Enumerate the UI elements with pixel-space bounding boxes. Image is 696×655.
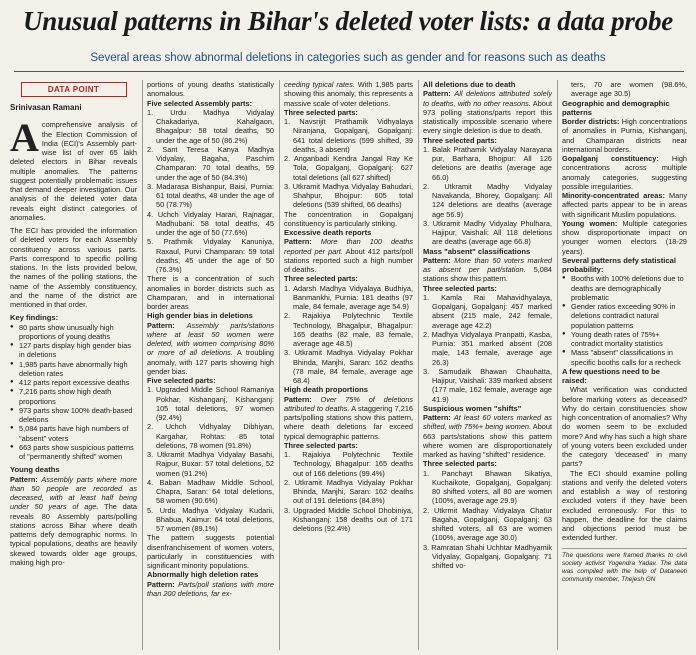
section-subheading: Three selected parts: — [423, 283, 497, 293]
all-deaths-pattern: Pattern: All deletions attributed solely to deaths, with no other reasons. About 973 polling stations/parts report this statistically impossible scenario where every single deletion is due to death. — [423, 89, 552, 136]
abnormal-deletion-heading: Abnormally high deletion rates — [147, 570, 259, 580]
key-findings-heading: Key findings: — [10, 313, 59, 323]
section-subheading: Three selected parts: — [284, 440, 358, 450]
list-item: ● Booths with 100% deletions due to deaths are demographically problematic — [562, 274, 687, 302]
column-2 — [147, 80, 274, 652]
list-item: ● Mass "absent" classifications in specific booths calls for a recheck — [562, 348, 687, 367]
list-item: 2. Utkramit Madhy Vidyalay Navakanda, Bhorey, Gopalganj: All 124 deletions are deaths (average age 56.9) — [423, 181, 552, 219]
list-item: 2. Rajakiya Polytechnic Textile Technology, Bhagalpur, Bhagalpur: 165 deaths (82 male, 83 female, average age 48.5) — [284, 311, 413, 348]
list-item: 1. Panchayt Bhawan Sikatiya, Kuchaikote, Gopalganj, Gopalganj: 80 shifted voters, all 80 are women (100%, average age 29.9) — [423, 468, 552, 506]
column-4 — [423, 80, 552, 652]
paragraph: The concentration in Gopalganj constituency is particularly striking. — [284, 209, 413, 228]
women-shifts-list — [423, 469, 552, 571]
section-subheading: Five selected parts: — [147, 376, 216, 385]
column-divider — [142, 80, 143, 650]
list-item: ● 412 parts report excessive deaths — [10, 378, 137, 387]
gender-bias-pattern: Pattern: Assembly parts/stations where at least 50 women were deleted, with women comprising 80% or more of all deletions. A troubling anomaly, with 127 parts showing high gender bias. — [147, 320, 274, 376]
geographic-heading: Geographic and demographic patterns — [562, 98, 670, 117]
all-deaths-heading: All deletions due to death — [423, 80, 516, 89]
high-deletion-list — [284, 117, 413, 210]
list-item: 2. Utkrmit Madhay Vidyalaya Chatur Bagaha, Gopalganj, Gopalganj: 63 shifted voters, all 63 are women (100%, average age 30.0) — [423, 505, 552, 543]
section-subheading: Five selected Assembly parts: — [147, 98, 253, 108]
column-1 — [10, 80, 137, 652]
excessive-deaths-heading: Excessive death reports — [284, 228, 372, 237]
paragraph: The pattern suggests potential disenfranchisement of women voters, particularly in constituencies with significant minority populations. — [147, 533, 274, 570]
list-item: ● Gender ratios exceeding 90% in deletions contradict natural population patterns — [562, 302, 687, 330]
list-item: 3. Ramratan Shahi Uchhtar Madhyamik Vidyalay, Gopalganj, Gopalganj: 71 shifted vo- — [423, 542, 552, 570]
intro-paragraph-2: The ECI has provided the information of deleted voters for each Assembly constituency across various parts. Parts correspond to specific polling stations. In the lists provided below, the names of the polling stations, the name of the Assembly constituency, and the name of the district are mentioned in that order. — [10, 226, 137, 309]
headline: Unusual patterns in Bihar's deleted voter lists: a data probe — [22, 6, 674, 36]
absent-heading: Mass "absent" classifications — [423, 246, 531, 256]
high-death-proportions-list — [284, 450, 413, 533]
paragraph: There is a concentration of such anomalies in border districts such as Champaran, and in international border areas — [147, 274, 274, 311]
list-item: 4. Uchch Vidyalay Harari, Rajnagar, Madhubani: 58 total deaths, 45 under the age of 50 (77.6%) — [147, 209, 274, 237]
list-item: 1. Adarsh Madhya Vidyalaya Budhiya, Banmankhi, Purnia: 181 deaths (97 male, 84 female, average age 54.9) — [284, 283, 413, 311]
list-item: ● 127 parts display high gender bias in deletions — [10, 341, 137, 360]
list-item: 3. Utkramit Madhya Vidyalay Pokhar Bhinda, Manjhi, Saran: 162 deaths (78 male, 84 female, average age 68.4) — [284, 348, 413, 385]
young-deaths-pattern: Pattern: Assembly parts where more than 50 people are recorded as deceased, with at least half being under 50 years of age. The data reveals 80 Assembly parts/polling stations across Bihar where death patterns defy demographic norms. In typical populations, deaths are heavily skewed towards older age groups, making high pro- — [10, 474, 137, 567]
list-item: ● Young death rates of 75%+ contradict mortality statistics — [562, 330, 687, 349]
intro-paragraph: Acomprehensive analysis of the Election Commission of India (ECI)'s Assembly part-wise list of over 65 lakh deleted electors in Bihar reveals multiple anomalies. The patterns suggest potentially problematic issues that demand deeper investigation. Our analysis of the deleted voter data reveals eight distinct categories of anomalies. — [10, 115, 137, 222]
list-item: 1. Upgraded Middle School Ramaniya Pokhar, Kishanganj, Kishanganj: 105 total deletions, 97 women (92.4%) — [147, 385, 274, 422]
credits-note: The questions were framed thanks to civil society activist Yogendra Yadav. The data was compiled with the help of Dataneeti community member, Thejesh GN — [562, 548, 687, 585]
young-deaths-heading: Young deaths — [10, 465, 60, 475]
all-deaths-list — [423, 145, 552, 247]
absent-pattern: Pattern: More than 50 voters marked as absent per part/station. 5,084 stations show this pattern. — [423, 255, 552, 284]
list-item: 1. Kamla Rai Mahavidhyalaya, Gopalganj, Gopalganj: 457 marked absent (215 male, 242 female, average age 42.2) — [423, 292, 552, 330]
list-item: 5. Urdu Madhya Vidyalay Kudarii, Bhabua, Kaimur: 64 total deletions, 57 women (89.1%) — [147, 505, 274, 533]
section-subheading: Three selected parts: — [423, 135, 497, 145]
list-item: 1. Balak Prathamik Vidyalay Narayana pur, Barhara, Bhojpur: All 126 deletions are deaths (average age 66.0) — [423, 144, 552, 182]
paragraph: ters, 70 are women (98.6%, average age 30.5) — [571, 80, 687, 99]
list-item: 2. Madhya Vidyalaya Pranpatti, Kasba, Purnia: 351 marked absent (208 male, 143 female, average age 26.3) — [423, 329, 552, 367]
column-3 — [284, 80, 413, 652]
header-divider — [14, 71, 684, 72]
probability-heading: Several patterns defy statistical probability: — [562, 255, 676, 274]
list-item: ● 663 parts show suspicious patterns of "permanently shifted" women — [10, 443, 137, 462]
list-item: ● 973 parts show 100% death-based deletions — [10, 406, 137, 425]
list-item: ● 5,084 parts have high numbers of "absent" voters — [10, 424, 137, 443]
abnormal-deletion-pattern: Pattern: Parts/poll stations with more than 200 deletions, far ex- — [147, 579, 274, 598]
section-subheading: Three selected parts: — [284, 107, 358, 117]
list-item: 4. Baban Madhaw Middle School, Chapra, Saran: 64 total deletions, 58 women (90.6%) — [147, 477, 274, 506]
paragraph: ceeding typical rates. With 1,985 parts showing this anomaly, this represents a massive scale of voter deletions. — [284, 80, 413, 108]
drop-cap: A — [10, 115, 39, 161]
section-subheading: Three selected parts: — [284, 274, 358, 284]
paragraph: Gopalganj constituency: High concentrations across multiple anomaly categories, suggesting possible irregularities. — [562, 154, 687, 191]
list-item: 2. Anganbadi Kendra Jangal Ray Ke Tola, Gopalganj, Gopalganj: 627 total deletions (all 627 shifted) — [284, 154, 413, 182]
list-item: ● 7,216 parts show high death proportions — [10, 387, 137, 406]
list-item: 3. Samudaik Bhawan Chauhatta, Hajipur, Vaishali: 339 marked absent (177 male, 162 female, average age 41.9) — [423, 366, 552, 404]
column-divider — [279, 80, 280, 650]
list-item: 3. Madarasa Bishanpur, Baisi, Purnia: 61 total deaths, 48 under the age of 50 (78.7%) — [147, 181, 274, 210]
list-item: ● 80 parts show unusually high proportions of young deaths — [10, 323, 137, 342]
list-item: 2. Utkramit Madhya Vidyalay Pokhar Bhinda, Manjhi, Saran: 162 deaths out of 191 deletions (84.8%) — [284, 477, 413, 506]
gender-bias-list — [147, 385, 274, 533]
list-item: 3. Utkramit Madhya Vidyalay Basahi, Rajpur, Buxar: 57 total deletions, 52 women (91.2%) — [147, 450, 274, 478]
women-shifts-heading: Suspicious women "shifts" — [423, 403, 522, 413]
list-item: 1. Urdu Madhya Vidyalay Chakadariya, Kahalgaon, Bhagalpur: 58 total deaths, 50 under the age of 50 (86.2%) — [147, 107, 274, 145]
high-death-proportions-pattern: Pattern: Over 75% of deletions attributed to deaths. A staggering 7,216 parts/polling stations show this pattern, where death deletions far exceed typical demographic patterns. — [284, 394, 413, 441]
absent-list — [423, 293, 552, 404]
byline: Srinivasan Ramani — [10, 103, 82, 112]
data-point-badge: DATA POINT — [21, 82, 127, 97]
list-item: 5. Prathmik Vidyalay Kanuniya, Raxaul, Purvi Champaran: 59 total deaths, 45 under the age of 50 (76.3%) — [147, 237, 274, 274]
gender-bias-heading: High gender bias in deletions — [147, 311, 253, 321]
paragraph: Minority-concentrated areas: Many affected parts appear to be in areas with significant Muslim populations. — [562, 191, 687, 219]
paragraph: Border districts: High concentrations of anomalies in Purnia, Kishanganj, and Champaran districts near international borders. — [562, 117, 687, 154]
column-divider — [418, 80, 419, 650]
subheadline: Several areas show abnormal deletions in categories such as gender and for reasons such as deaths — [90, 52, 606, 64]
column-divider — [557, 80, 558, 650]
key-findings-list — [10, 323, 137, 462]
list-item: 2. Sant Teresa Kanya Madhya Vidyalay, Bagaha, Paschim Champaran: 70 total deaths, 59 under the age of 50 (84.3%) — [147, 144, 274, 182]
paragraph: portions of young deaths statistically anomalous. — [147, 80, 274, 99]
paragraph: Young women: Multiple categories show disproportionate impact on younger women electors (18-29 years). — [562, 218, 687, 256]
paragraph: What verification was conducted before marking voters as deceased? Why do certain constituencies show high concentration of anomalies? Why do women seem to be excluded more? And why has such a high share of young voters been excluded under the category 'deceased' in many parts? — [562, 385, 687, 469]
list-item: 3. Utkramit Madhy Vidyalay Phulhara, Hajipur, Vaishali: All 118 deletions are deaths (average age 66.8) — [423, 218, 552, 247]
high-death-proportions-heading: High death proportions — [284, 385, 368, 395]
excessive-deaths-list — [284, 284, 413, 386]
list-item: 1. Rajakiya Polytechnic Textile Technology, Bhagalpur: 165 deaths out of 166 deletions (99.4%) — [284, 450, 413, 478]
column-5 — [562, 80, 687, 652]
list-item: 3. Upgraded Middle School Dhobiniya, Kishanganj: 158 deaths out of 171 deletions (92.4%) — [284, 505, 413, 533]
list-item: 2. Uchch Vidhyalay Dibhiyan, Kargahar, Rohtas: 85 total deletions, 78 women (91.8%) — [147, 422, 274, 450]
list-item: 3. Utkramit Madhya Vidyalay Bahudari, Shahpur, Bhojpur: 605 total deletions (539 shifted, 66 deaths) — [284, 181, 413, 210]
women-shifts-pattern: Pattern: At least 60 voters marked as shifted, with 75%+ being women. About 663 parts/stations show this pattern where women are disproportionately marked as having "shifted" residence. — [423, 413, 552, 459]
young-deaths-list — [147, 108, 274, 275]
list-item: 1. Navsrijit Prathamik Vidhyalaya Niranjana, Gopalganj, Gopalganj: 641 total deletions (599 shifted, 39 deaths, 3 absent) — [284, 117, 413, 154]
list-item: ● 1,985 parts have abnormally high deletion rates — [10, 360, 137, 379]
excessive-deaths-pattern: Pattern: More than 100 deaths reported per part. About 412 parts/poll stations reported such a high number of deaths. — [284, 237, 413, 274]
probability-list — [562, 274, 687, 367]
questions-heading: A few questions need to be raised: — [562, 366, 661, 385]
section-subheading: Three selected parts: — [423, 459, 497, 469]
paragraph: The ECI should examine polling stations and verify the deleted voters and establish a way of restoring excluded voters if they have been excluded erroneously. For this to happen, the deadline for the claims and objections period must be extended further. — [562, 468, 687, 543]
